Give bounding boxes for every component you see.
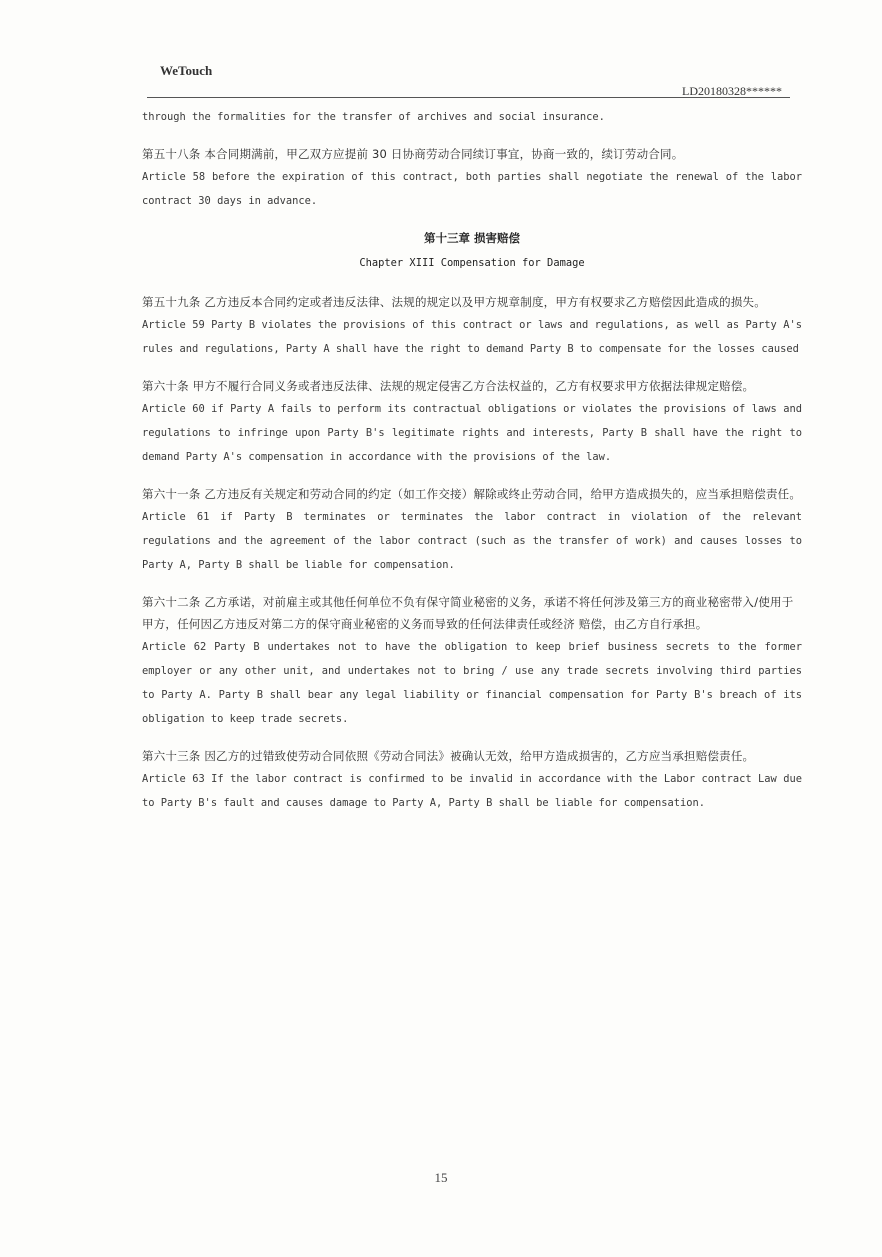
article-58-english: Article 58 before the expiration of this contract, both parties shall negotiate the renewal of the labor contract 30 days in advance. <box>142 171 802 207</box>
page-number: 15 <box>434 1170 448 1185</box>
chapter-heading <box>142 225 802 275</box>
article-63 <box>142 745 802 815</box>
article-60-english: Article 60 if Party A fails to perform its contractual obligations or violates the provisions of laws and regulations to infringe upon Party B's legitimate rights and interests, Party B shall have the right to demand Party A's compensation in accordance with the provisions of the law. <box>142 403 802 463</box>
article-61-chinese: 第六十一条 乙方违反有关规定和劳动合同的约定（如工作交接）解除或终止劳动合同，给甲方造成损失的，应当承担赔偿责任。 <box>142 487 802 501</box>
article-59 <box>142 291 802 361</box>
chapter-title-chinese: 第十三章 损害赔偿 <box>423 231 520 245</box>
document-number: LD20180328****** <box>682 84 782 98</box>
article-61 <box>142 483 802 577</box>
article-62-chinese: 第六十二条 乙方承诺，对前雇主或其他任何单位不负有保守简业秘密的义务，承诺不将任何涉及第三方的商业秘密带入/使用于甲方，任何因乙方违反对第二方的保守商业秘密的义务而导致的任何法律责任或经济 赔偿，由乙方自行承担。 <box>142 595 794 631</box>
article-60-chinese: 第六十条 甲方不履行合同义务或者违反法律、法规的规定侵害乙方合法权益的，乙方有权要求甲方依据法律规定赔偿。 <box>142 379 755 393</box>
page-content <box>142 105 802 815</box>
article-62-english: Article 62 Party B undertakes not to have the obligation to keep brief business secrets to the former employer or any other unit, and undertakes not to bring / use any trade secrets involving third parties to Party A. Party B shall bear any legal liability or financial compensation for Party B's breach of its obligation to keep trade secrets. <box>142 641 802 725</box>
article-58-chinese: 第五十八条 本合同期满前，甲乙双方应提前 30 日协商劳动合同续订事宜，协商一致的，续订劳动合同。 <box>142 147 684 161</box>
header-divider <box>147 97 790 98</box>
article-60 <box>142 375 802 469</box>
company-brand: WeTouch <box>160 63 213 78</box>
article-58 <box>142 143 802 213</box>
article-62 <box>142 591 802 731</box>
article-63-chinese: 第六十三条 因乙方的过错致使劳动合同依照《劳动合同法》被确认无效，给甲方造成损害的，乙方应当承担赔偿责任。 <box>142 749 755 763</box>
continued-text: through the formalities for the transfer of archives and social insurance. <box>142 111 605 123</box>
article-63-english: Article 63 If the labor contract is confirmed to be invalid in accordance with the Labor contract Law due to Party B's fault and causes damage to Party A, Party B shall be liable for compensation. <box>142 773 802 809</box>
article-61-english: Article 61 if Party B terminates or terminates the labor contract in violation of the relevant regulations and the agreement of the labor contract (such as the transfer of work) and causes losses to Party A, Party B shall be liable for compensation. <box>142 511 802 571</box>
chapter-title-english: Chapter XIII Compensation for Damage <box>359 257 585 269</box>
article-59-chinese: 第五十九条 乙方违反本合同约定或者违反法律、法规的规定以及甲方规章制度，甲方有权要求乙方赔偿因此造成的损失。 <box>142 295 766 309</box>
article-59-english: Article 59 Party B violates the provisions of this contract or laws and regulations, as well as Party A's rules and regulations, Party A shall have the right to demand Party B to compensate for the losses caused <box>142 319 802 355</box>
